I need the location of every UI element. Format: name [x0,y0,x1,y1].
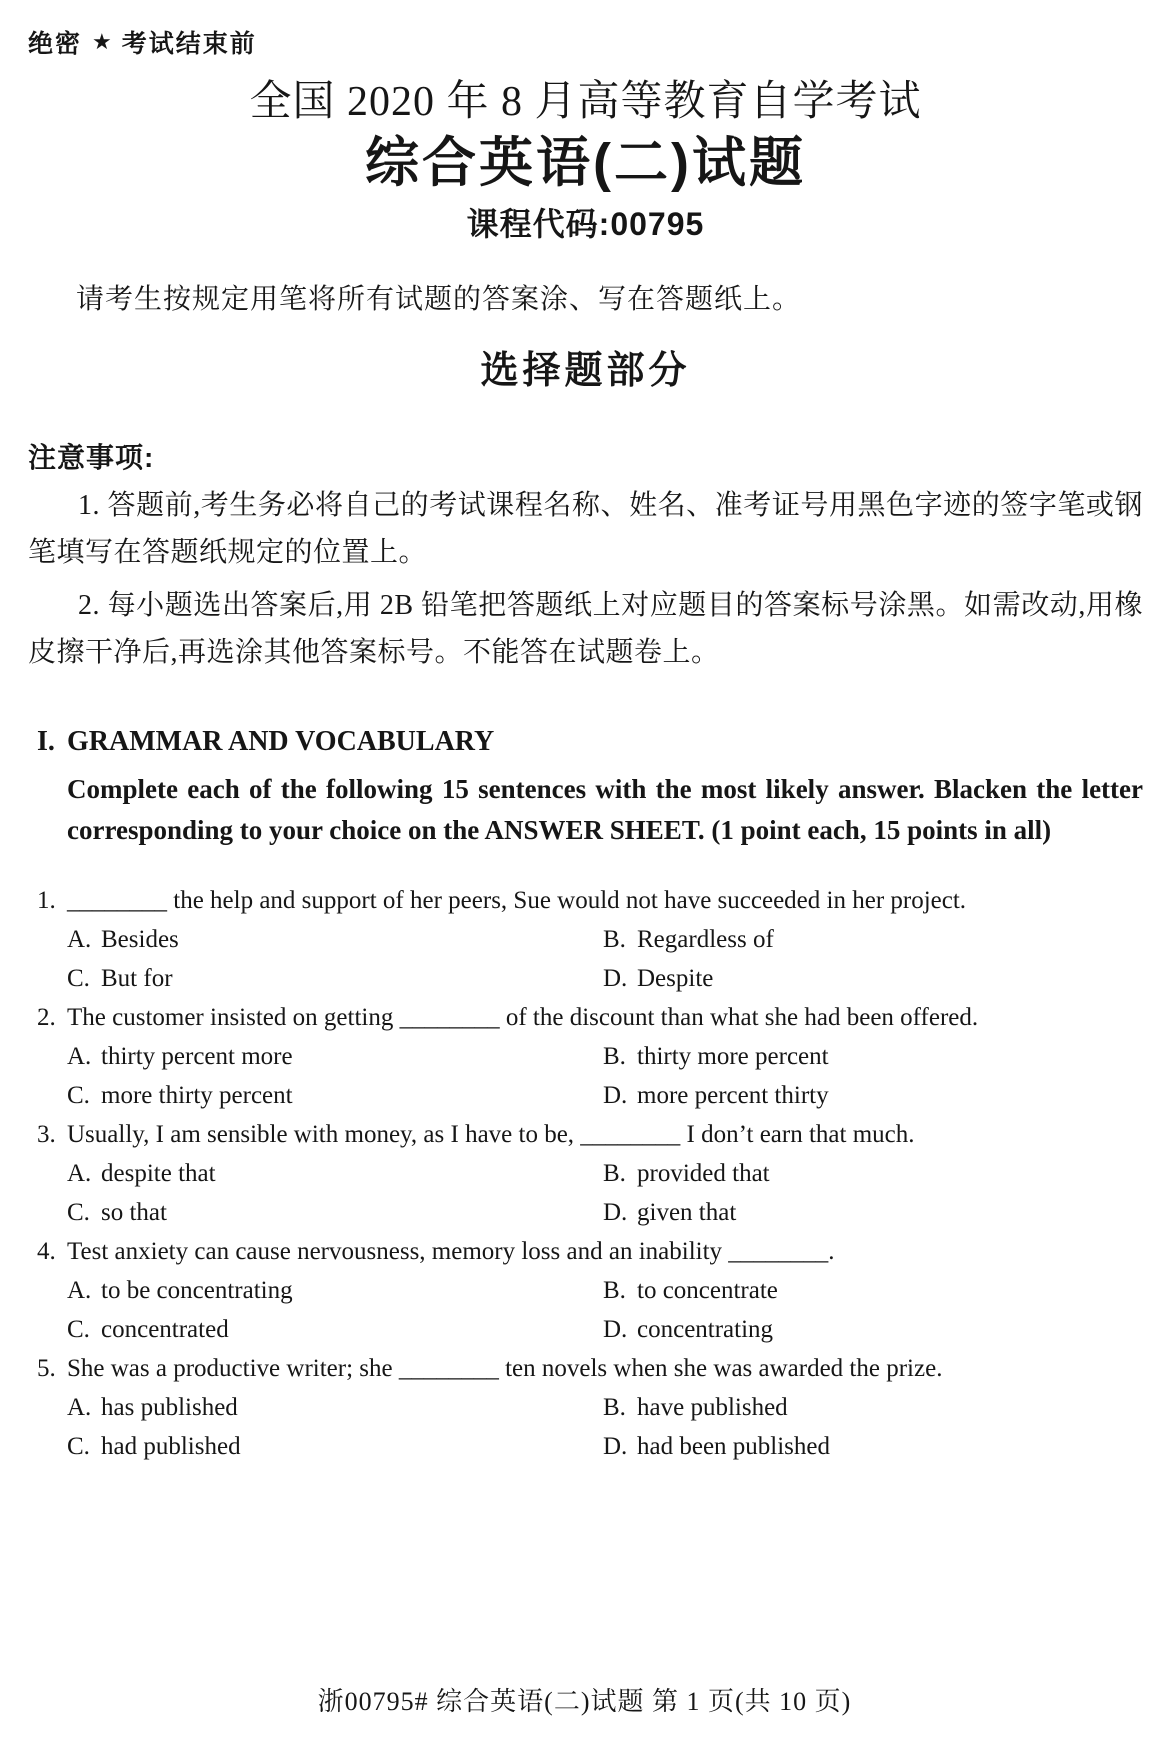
question-4 [37,1232,1143,1349]
course-code: 课程代码:00795 [466,206,705,243]
option-text: thirty percent more [101,1042,293,1070]
option-text: has published [101,1393,238,1421]
notes-section [28,436,1143,676]
page-footer: 浙00795# 综合英语(二)试题 第 1 页(共 10 页) [317,1687,852,1716]
option-label: C. [67,1432,90,1460]
option-text: given that [637,1198,737,1226]
option-text: despite that [101,1159,216,1187]
question-1 [37,881,1143,998]
question-number: 5. [37,1354,56,1382]
exam-stage-label: 考试结束前 [121,30,257,58]
option-text: to be concentrating [101,1276,293,1304]
option-a [67,1388,603,1427]
star-icon: ★ [92,29,112,54]
part1-number: I. [37,726,55,758]
option-b [603,1154,1143,1193]
option-text: more thirty percent [101,1081,293,1109]
option-c [67,959,603,998]
exam-title: 全国 2020 年 8 月高等教育自学考试 [249,79,922,125]
part1-title: GRAMMAR AND VOCABULARY [67,726,495,758]
paper-title: 综合英语(二)试题 [365,132,806,193]
question-body [67,1115,1143,1232]
question-text: The customer insisted on getting ________ of the discount than what she had been offered. [67,1003,979,1031]
option-text: Regardless of [637,925,774,953]
option-text: have published [637,1393,788,1421]
option-a [67,1154,603,1193]
option-d [603,1193,1143,1232]
option-a [67,1037,603,1076]
question-text: ________ the help and support of her peers, Sue would not have succeeded in her project. [67,886,967,914]
option-b [603,920,1143,959]
question-text: Usually, I am sensible with money, as I have to be, ________ I don’t earn that much. [67,1120,915,1148]
question-body [67,1349,1143,1466]
option-text: Besides [101,925,179,953]
question-options [67,1037,1143,1115]
option-label: B. [603,925,626,953]
option-label: A. [67,1042,92,1070]
option-label: D. [603,1081,628,1109]
option-label: B. [603,1159,626,1187]
option-label: C. [67,964,90,992]
option-label: B. [603,1393,626,1421]
option-d [603,1076,1143,1115]
option-a [67,1271,603,1310]
part1-heading [37,724,1143,760]
option-label: C. [67,1198,90,1226]
option-label: D. [603,1432,628,1460]
note-item-1: 1. 答题前,考生务必将自己的考试课程名称、姓名、准考证号用黑色字迹的签字笔或钢笔填写在答题纸规定的位置上。 [28,490,1143,569]
mcq-section-title: 选择题部分 [480,350,691,393]
option-label: C. [67,1081,90,1109]
option-text: had been published [637,1432,831,1460]
option-label: A. [67,1276,92,1304]
question-5 [37,1349,1143,1466]
option-c [67,1427,603,1466]
option-label: C. [67,1315,90,1343]
question-number: 1. [37,886,56,914]
question-number: 3. [37,1120,56,1148]
part1-section [37,724,1143,850]
option-text: thirty more percent [637,1042,829,1070]
option-text: provided that [637,1159,770,1187]
question-3 [37,1115,1143,1232]
option-c [67,1193,603,1232]
option-label: A. [67,1159,92,1187]
option-d [603,959,1143,998]
option-label: D. [603,964,628,992]
question-body [67,881,1143,998]
option-a [67,920,603,959]
question-text: Test anxiety can cause nervousness, memory loss and an inability ________. [67,1237,835,1265]
question-options [67,1154,1143,1232]
question-number: 2. [37,1003,56,1031]
classification-banner [28,24,1143,60]
question-body [67,1232,1143,1349]
option-label: A. [67,925,92,953]
option-text: had published [101,1432,241,1460]
option-c [67,1076,603,1115]
option-b [603,1271,1143,1310]
option-d [603,1427,1143,1466]
question-options [67,920,1143,998]
option-c [67,1310,603,1349]
question-body [67,998,1143,1115]
option-label: A. [67,1393,92,1421]
option-text: so that [101,1198,167,1226]
classification-label: 绝密 [28,30,83,58]
option-text: to concentrate [637,1276,778,1304]
option-text: concentrated [101,1315,229,1343]
option-text: Despite [637,964,714,992]
part1-instructions: Complete each of the following 15 sentences with the most likely answer. Blacken the letter corresponding to your choice on the ANSWER SHEET. (1 point each, 15 points in all) [67,773,1143,845]
note-item-2: 2. 每小题选出答案后,用 2B 铅笔把答题纸上对应题目的答案标号涂黑。如需改动,用橡皮擦干净后,再选涂其他答案标号。不能答在试题卷上。 [28,590,1143,669]
questions-list [37,881,1143,1466]
question-options [67,1388,1143,1466]
option-text: concentrating [637,1315,774,1343]
question-options [67,1271,1143,1349]
option-d [603,1310,1143,1349]
option-text: more percent thirty [637,1081,829,1109]
option-text: But for [101,964,173,992]
option-label: B. [603,1276,626,1304]
question-2 [37,998,1143,1115]
question-number: 4. [37,1237,56,1265]
question-text: She was a productive writer; she ________ ten novels when she was awarded the prize. [67,1354,943,1382]
option-label: D. [603,1315,628,1343]
notes-heading: 注意事项: [28,442,155,474]
option-b [603,1388,1143,1427]
option-label: B. [603,1042,626,1070]
option-b [603,1037,1143,1076]
option-label: D. [603,1198,628,1226]
answer-instruction: 请考生按规定用笔将所有试题的答案涂、写在答题纸上。 [76,283,802,315]
